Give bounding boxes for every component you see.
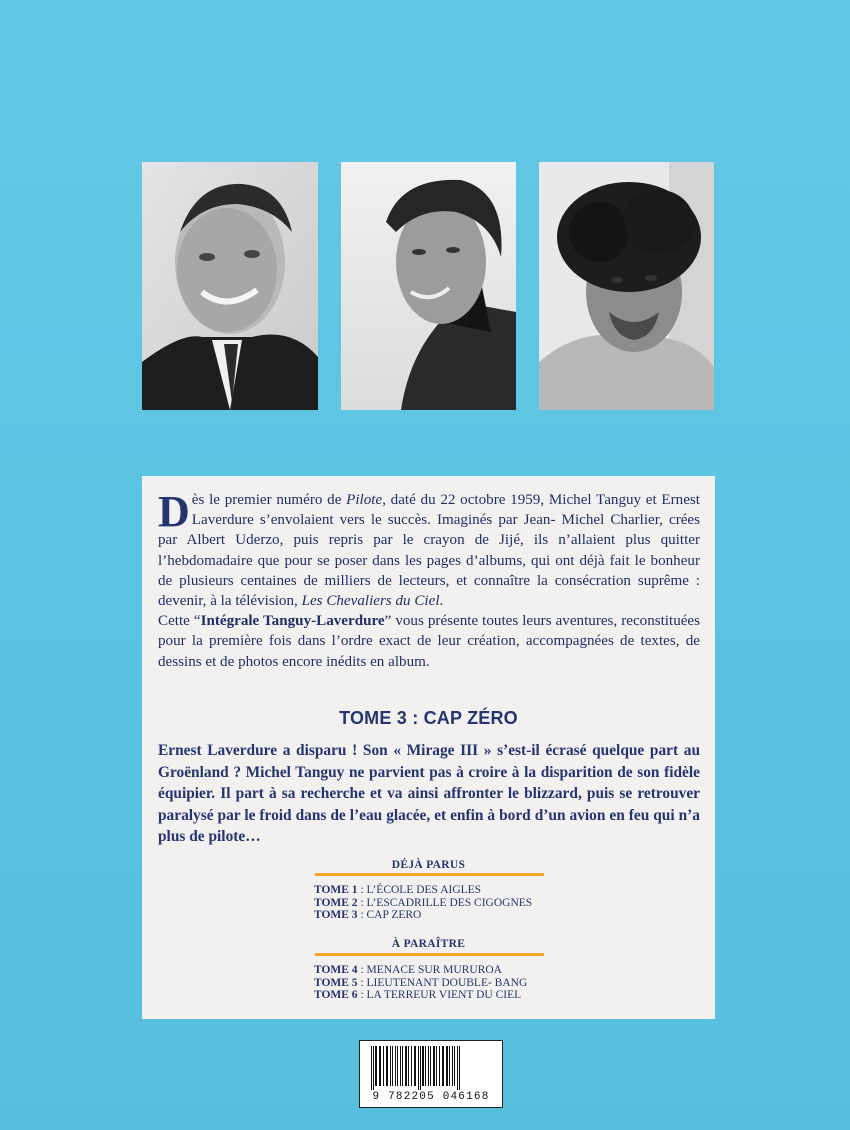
barcode-bar bbox=[402, 1046, 403, 1086]
barcode-bar bbox=[436, 1046, 437, 1086]
tome-number: TOME 6 bbox=[314, 989, 358, 1002]
tome-number: TOME 3 bbox=[314, 909, 358, 922]
tome-number: TOME 1 bbox=[314, 884, 358, 896]
intro-text-part: ès le premier numéro de bbox=[191, 492, 347, 508]
chevaliers-title: Les Chevaliers du Ciel bbox=[301, 593, 440, 610]
barcode-bar bbox=[446, 1046, 448, 1086]
tome-name: : L’ESCADRILLE DES CIGOGNES bbox=[357, 896, 533, 909]
barcode-bar bbox=[411, 1046, 412, 1086]
text-panel bbox=[142, 476, 715, 1019]
barcode-bar bbox=[425, 1046, 426, 1086]
deja-parus-label: DÉJÀ PARUS bbox=[391, 859, 466, 871]
barcode-bar bbox=[379, 1046, 381, 1086]
barcode-bar bbox=[395, 1046, 396, 1086]
barcode-bar bbox=[459, 1046, 460, 1090]
intro-text-part: Cette “ bbox=[158, 613, 201, 630]
barcode-bar bbox=[442, 1046, 444, 1086]
list-item bbox=[314, 884, 532, 897]
list-item bbox=[314, 964, 527, 977]
tome-name: : LIEUTENANT DOUBLE- BANG bbox=[357, 976, 528, 989]
deja-parus-rule bbox=[315, 873, 544, 876]
barcode bbox=[359, 1040, 503, 1108]
tome-number: TOME 5 bbox=[314, 976, 358, 989]
barcode-bar bbox=[390, 1046, 391, 1086]
barcode-bar bbox=[433, 1046, 435, 1086]
story-summary: Ernest Laverdure a disparu ! Son « Mirage III » s’est-il écrasé quelque part au Groënland ? Michel Tanguy ne parvient pas à croire à la disparition de son fidèle équipier. Il part à sa recherche et va ainsi affronter le blizzard, puis se retrouver paralysé par le froid dans de l’eau glacée, et enfin à bord d’un avion en feu qui n’a plus de pilote… bbox=[158, 742, 700, 845]
a-paraitre-list bbox=[314, 964, 527, 1002]
author-photo-3 bbox=[539, 162, 714, 410]
barcode-bars bbox=[365, 1046, 497, 1090]
tome-name: : LA TERREUR VIENT DU CIEL bbox=[357, 989, 522, 1002]
author-photo-2 bbox=[341, 162, 516, 410]
tome-name: : CAP ZERO bbox=[357, 909, 422, 922]
intro-text-part: . bbox=[439, 593, 444, 610]
pilote-title: Pilote bbox=[346, 492, 383, 508]
barcode-bar bbox=[383, 1046, 384, 1086]
a-paraitre-rule bbox=[315, 953, 544, 956]
barcode-bar bbox=[430, 1046, 431, 1086]
intro-text bbox=[158, 487, 701, 672]
barcode-bar bbox=[373, 1046, 374, 1090]
tome-name: : L’ÉCOLE DES AIGLES bbox=[357, 884, 482, 896]
barcode-bar bbox=[405, 1046, 407, 1086]
barcode-bar bbox=[422, 1046, 424, 1086]
barcode-bar bbox=[457, 1046, 458, 1090]
tome-number: TOME 4 bbox=[314, 964, 358, 976]
barcode-bar bbox=[454, 1046, 455, 1086]
list-item bbox=[314, 989, 527, 1002]
integrale-title: Intégrale Tanguy-Laverdure bbox=[200, 613, 385, 630]
author-photo-1 bbox=[142, 162, 318, 410]
barcode-bar bbox=[418, 1046, 419, 1090]
a-paraitre-label: À PARAÎTRE bbox=[391, 938, 466, 950]
barcode-bar bbox=[414, 1046, 416, 1086]
dropcap: D bbox=[158, 487, 190, 536]
tome-title: TOME 3 : CAP ZÉRO bbox=[339, 708, 518, 728]
barcode-number: 9 782205 046168 bbox=[372, 1091, 490, 1103]
barcode-bar bbox=[420, 1046, 421, 1090]
barcode-bar bbox=[400, 1046, 401, 1086]
barcode-bar bbox=[408, 1046, 409, 1086]
barcode-bar bbox=[375, 1046, 377, 1086]
intro-text-part: , daté du 22 octobre 1959, Michel Tanguy et Ernest Laverdure s’envolaient vers le succès. Imaginés par Jean- Michel Charlier, crées par Albert Uderzo, puis repris par le crayon de Jijé, ils n’allaient plus quitter l’hebdomadaire que pour se poser dans les pages d’albums, qui ont déjà fait le bonheur de plusieurs centaines de milliers de lecteurs, et connaître la consécration suprême : devenir, à la télévision, bbox=[158, 492, 700, 610]
tome-name: : MENACE SUR MURUROA bbox=[357, 964, 502, 976]
list-item bbox=[314, 909, 532, 922]
tome-number: TOME 2 bbox=[314, 896, 358, 909]
barcode-bar bbox=[386, 1046, 388, 1086]
barcode-bar bbox=[449, 1046, 450, 1086]
list-item bbox=[314, 897, 532, 910]
barcode-bar bbox=[452, 1046, 453, 1086]
barcode-bar bbox=[439, 1046, 440, 1086]
barcode-bar bbox=[392, 1046, 393, 1086]
barcode-bar bbox=[397, 1046, 398, 1086]
list-item bbox=[314, 977, 527, 990]
deja-parus-list bbox=[314, 884, 532, 922]
intro-text-part: ” vous présente toutes leurs aventures, reconstituées pour la première fois dans l’ordre exact de leur création, accompagnées de textes, de dessins et de photos encore inédits en album. bbox=[158, 613, 701, 670]
barcode-bar bbox=[428, 1046, 429, 1086]
barcode-bar bbox=[371, 1046, 372, 1090]
